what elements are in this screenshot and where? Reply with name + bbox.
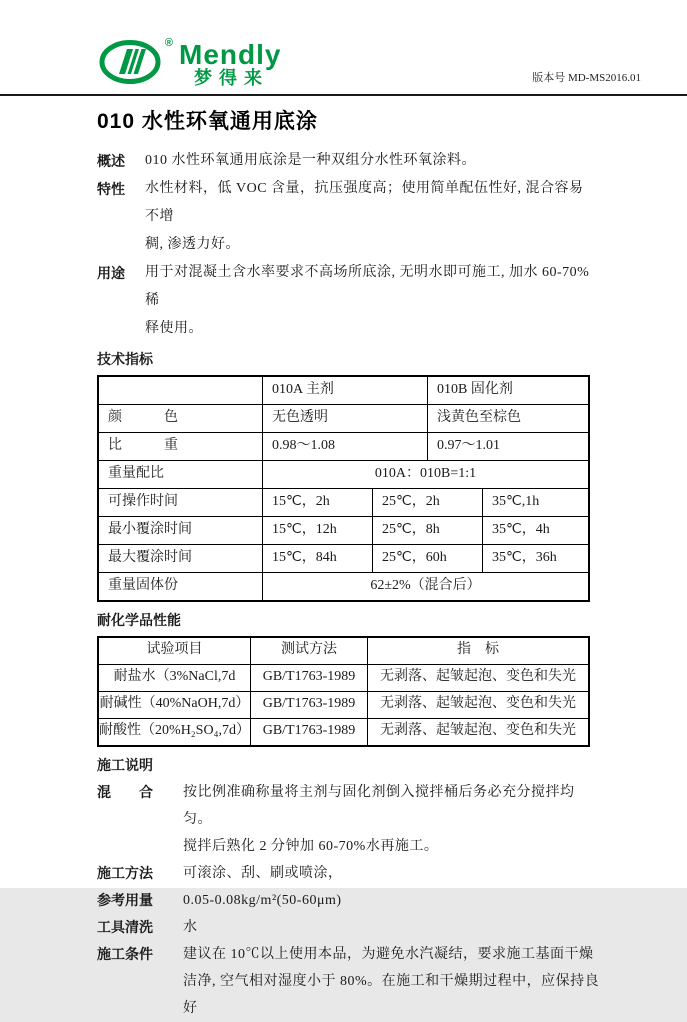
table-header-row xyxy=(99,638,588,664)
construction-text-line: 搅拌后熟化 2 分钟加 60-70%水再施工。 xyxy=(183,839,439,854)
table-cell: 25℃，2h xyxy=(372,489,482,516)
construction-text-line: 水 xyxy=(183,920,198,935)
construction-text-line: 建议在 10℃以上使用本品，为避免水汽凝结，要求施工基面干燥 xyxy=(183,947,594,962)
registered-trademark-icon: ® xyxy=(164,37,173,49)
table-header-cell: 指 标 xyxy=(367,638,588,664)
section-label: 概述 xyxy=(97,153,125,169)
table-cell: 无色透明 xyxy=(262,405,427,432)
table-row xyxy=(99,377,588,404)
table-cell: 耐酸性（20%H₂SO₄,7d） xyxy=(99,723,250,738)
table-cell xyxy=(99,377,262,404)
table-header-cell: 试验项目 xyxy=(146,642,203,657)
document-body xyxy=(0,95,687,1022)
table-row xyxy=(99,460,588,488)
table-cell: 0.97～1.01 xyxy=(427,433,588,460)
table-cell: 无剥落、起皱起泡、变色和失光 xyxy=(367,665,588,691)
table-cell: 最大覆涂时间 xyxy=(108,550,192,565)
construction-text-line: 0.05-0.08kg/m²(50-60μm) xyxy=(183,893,342,908)
table-cell: 颜 色 xyxy=(108,410,178,425)
section-overview xyxy=(97,147,687,175)
table-row xyxy=(99,516,588,544)
table-row xyxy=(99,488,588,516)
brand-name-chinese: 梦得来 xyxy=(194,68,269,88)
table-cell: 耐碱性（40%NaOH,7d） xyxy=(99,696,250,711)
section-label: 特性 xyxy=(97,181,125,197)
section-label: 用途 xyxy=(97,265,125,281)
table-cell: 15℃，84h xyxy=(262,545,372,572)
construction-label: 施工条件 xyxy=(97,946,153,962)
table-cell: GB/T1763-1989 xyxy=(250,692,367,718)
section-text-line: 稠, 渗透力好。 xyxy=(145,237,240,252)
table-row xyxy=(99,572,588,600)
section-features xyxy=(97,175,687,259)
table-row xyxy=(99,664,588,691)
construction-item-consumption xyxy=(97,887,687,914)
table-cell: 25℃，60h xyxy=(372,545,482,572)
table-cell: 35℃，4h xyxy=(482,517,588,544)
table-row xyxy=(99,718,588,745)
table-cell: GB/T1763-1989 xyxy=(250,719,367,745)
section-usage xyxy=(97,259,687,343)
construction-item-conditions xyxy=(97,941,687,1022)
table-cell: 35℃，36h xyxy=(482,545,588,572)
construction-item-tool-cleaning xyxy=(97,914,687,941)
chemical-resistance-table xyxy=(97,636,590,747)
table-cell: 重量配比 xyxy=(108,466,164,481)
table-cell: 最小覆涂时间 xyxy=(108,522,192,537)
table-cell: 0.98～1.08 xyxy=(262,433,427,460)
table-cell: 可操作时间 xyxy=(108,494,178,509)
construction-label: 工具清洗 xyxy=(97,919,153,935)
header-divider xyxy=(0,94,687,96)
section-text-line: 水性材料，低 VOC 含量，抗压强度高；使用简单配伍性好, 混合容易不增 xyxy=(145,181,584,224)
brand-name: Mendly xyxy=(179,39,282,70)
table-row xyxy=(99,404,588,432)
table-row xyxy=(99,432,588,460)
chemical-resistance-heading: 耐化学品性能 xyxy=(97,612,181,628)
table-cell: 无剥落、起皱起泡、变色和失光 xyxy=(367,719,588,745)
page-title: 010 水性环氧通用底涂 xyxy=(97,110,318,133)
table-cell: 25℃，8h xyxy=(372,517,482,544)
construction-label: 混 合 xyxy=(97,784,153,800)
table-cell: 比 重 xyxy=(108,438,178,453)
page-header xyxy=(0,0,687,95)
section-text-line: 010 水性环氧通用底涂是一种双组分水性环氧涂料。 xyxy=(145,153,476,168)
table-cell: 010B 固化剂 xyxy=(427,377,588,404)
table-cell: 重量固体份 xyxy=(108,578,178,593)
logo-text xyxy=(179,36,281,88)
construction-text-line: 可滚涂、刮、刷或喷涂， xyxy=(183,866,343,881)
construction-label: 施工方法 xyxy=(97,865,153,881)
table-cell: 15℃，2h xyxy=(262,489,372,516)
mendly-logo-icon xyxy=(99,36,171,86)
table-header-cell: 测试方法 xyxy=(250,638,367,664)
section-text-line: 释使用。 xyxy=(145,321,203,336)
section-text-line: 用于对混凝土含水率要求不高场所底涂, 无明水即可施工, 加水 60-70%稀 xyxy=(145,265,590,308)
construction-text-line: 按比例准确称量将主剂与固化剂倒入搅拌桶后务必充分搅拌均匀。 xyxy=(183,785,575,827)
construction-label: 参考用量 xyxy=(97,892,153,908)
table-cell: 15℃，12h xyxy=(262,517,372,544)
table-cell: 010A 主剂 xyxy=(262,377,427,404)
table-cell: GB/T1763-1989 xyxy=(250,665,367,691)
table-cell: 无剥落、起皱起泡、变色和失光 xyxy=(367,692,588,718)
company-logo xyxy=(99,36,281,88)
construction-item-mixing xyxy=(97,779,687,860)
table-row xyxy=(99,544,588,572)
table-cell: 62±2%（混合后） xyxy=(262,573,588,600)
table-cell: 35℃,1h xyxy=(482,489,588,516)
version-number: 版本号 MD-MS2016.01 xyxy=(532,72,641,84)
construction-item-method xyxy=(97,860,687,887)
table-row xyxy=(99,691,588,718)
table-cell: 010A：010B=1:1 xyxy=(262,461,588,488)
construction-text-line: 洁净, 空气相对湿度小于 80%。在施工和干燥期过程中，应保持良好 xyxy=(183,974,600,1016)
tech-specs-heading: 技术指标 xyxy=(97,351,153,367)
construction-heading: 施工说明 xyxy=(97,757,153,773)
table-cell: 浅黄色至棕色 xyxy=(427,405,588,432)
table-cell: 耐盐水（3%NaCl,7d xyxy=(113,669,236,684)
tech-specs-table xyxy=(97,375,590,602)
